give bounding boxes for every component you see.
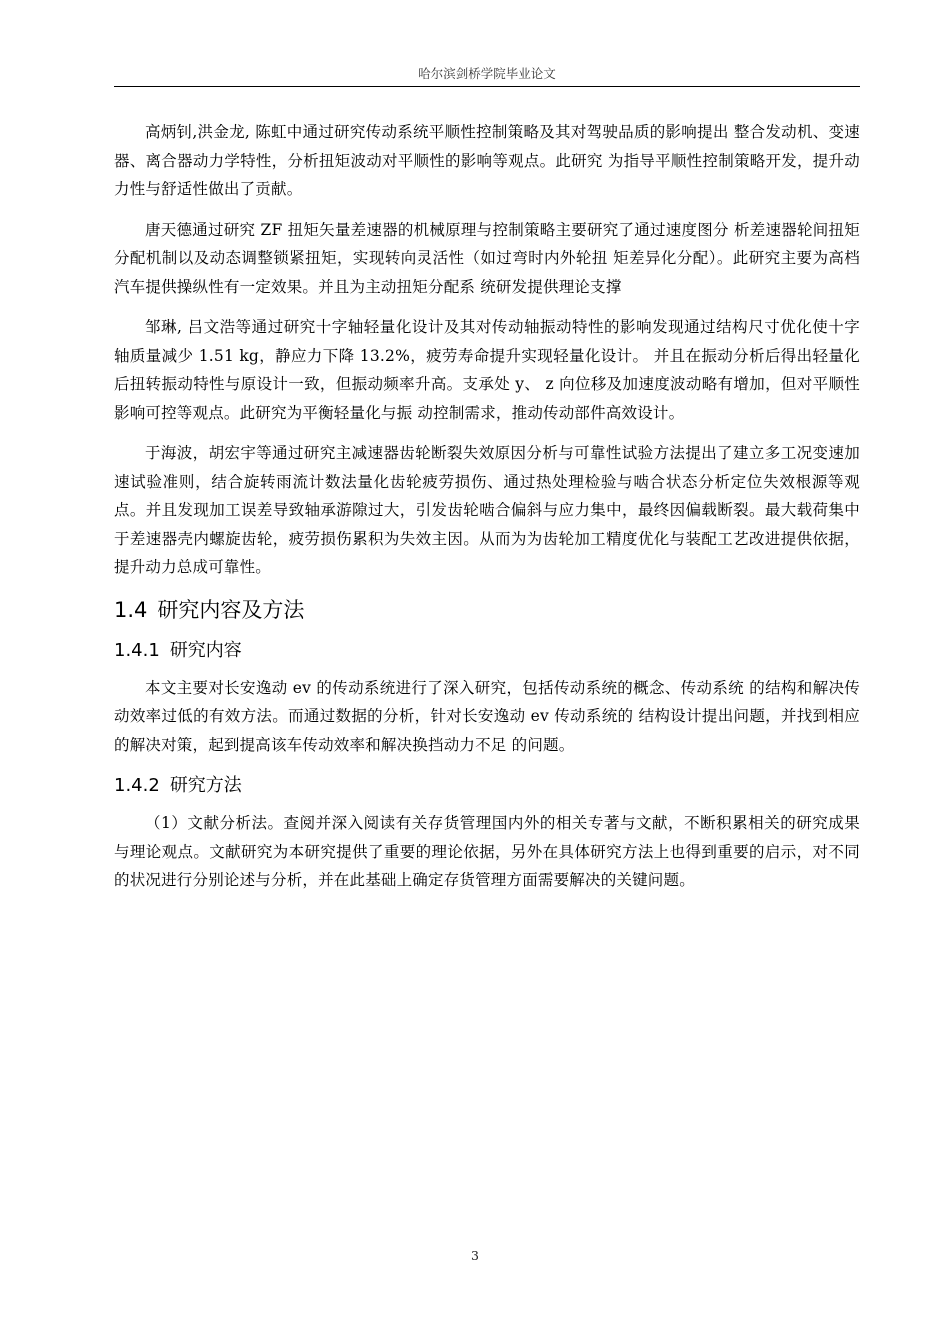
section-number: 1.4 [114, 597, 148, 622]
paragraph-gao: 高炳钊,洪金龙, 陈虹中通过研究传动系统平顺性控制策略及其对驾驶品质的影响提出 整合发动机、变速器、离合器动力学特性，分析扭矩波动对平顺性的影响等观点。此研究 为指导平顺性控制策略开发，提升动力性与舒适性做出了贡献。 [114, 123, 860, 198]
page-header: 哈尔滨剑桥学院毕业论文 [418, 66, 556, 81]
subsection-title: 研究内容 [169, 639, 242, 661]
subsection-number: 1.4.1 [114, 639, 160, 661]
page-number: 3 [471, 1248, 479, 1263]
paragraph-research-content: 本文主要对长安逸动 ev 的传动系统进行了深入研究，包括传动系统的概念、传动系统 的结构和解决传动效率过低的有效方法。而通过数据的分析，针对长安逸动 ev 传动系统的 结构设计提出问题，并找到相应的解决对策，起到提高该车传动效率和解决换挡动力不足 的问题。 [114, 678, 860, 754]
subsection-title: 研究方法 [169, 775, 242, 796]
paragraph-yu: 于海波，胡宏宇等通过研究主减速器齿轮断裂失效原因分析与可靠性试验方法提出了建立多工况变速加速试验准则，结合旋转雨流计数法量化齿轮疲劳损伤、通过热处理检验与啮合状态分析定位失效根源等观点。并且发现加工误差导致轴承游隙过大，引发齿轮啮合偏斜与应力集中，最终因偏载断裂。最大载荷集中于差速器壳内螺旋齿轮，疲劳损伤累积为失效主因。从而为为齿轮加工精度优化与装配工艺改进提供依据，提升动力总成可靠性。 [114, 444, 860, 576]
subsection-heading-1-4-1 [114, 636, 860, 666]
subsection-number: 1.4.2 [114, 775, 160, 796]
section-title: 研究内容及方法 [157, 597, 305, 622]
header-divider [114, 86, 860, 87]
section-heading-1-4 [114, 594, 860, 626]
subsection-heading-1-4-2 [114, 771, 860, 801]
paragraph-research-method: （1）文献分析法。查阅并深入阅读有关存货管理国内外的相关专著与文献，不断积累相关的研究成果与理论观点。文献研究为本研究提供了重要的理论依据，另外在具体研究方法上也得到重要的启示，对不同的状况进行分别论述与分析，并在此基础上确定存货管理方面需要解决的关键问题。 [114, 814, 860, 889]
paragraph-zou: 邹琳, 吕文浩等通过研究十字轴轻量化设计及其对传动轴振动特性的影响发现通过结构尺寸优化使十字轴质量减少 1.51 kg，静应力下降 13.2%，疲劳寿命提升实现轻量化设计。 并且在振动分析后得出轻量化后扭转振动特性与原设计一致，但振动频率升高。支承处 y、 z 向位移及加速度波动略有增加，但对平顺性影响可控等观点。此研究为平衡轻量化与振 动控制需求，推动传动部件高效设计。 [114, 318, 860, 422]
paragraph-tang: 唐天德通过研究 ZF 扭矩矢量差速器的机械原理与控制策略主要研究了通过速度图分 析差速器轮间扭矩分配机制以及动态调整锁紧扭矩，实现转向灵活性（如过弯时内外轮扭 矩差异化分配）。此研究主要为高档汽车提供操纵性有一定效果。并且为主动扭矩分配系 统研发提供理论支撑 [114, 220, 860, 296]
page-body [114, 118, 860, 907]
